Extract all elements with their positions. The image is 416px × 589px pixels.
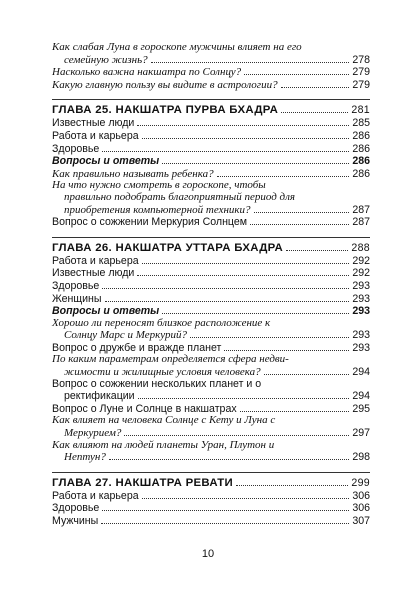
toc-entry[interactable]	[52, 280, 370, 293]
entry-line	[52, 155, 370, 168]
toc-entry[interactable]	[52, 267, 370, 280]
dot-leader	[137, 267, 349, 276]
dot-leader	[101, 515, 349, 524]
entry-page-number: 287	[352, 216, 370, 229]
entry-line	[52, 390, 370, 403]
entry-line	[52, 329, 370, 342]
entry-page-number: 295	[352, 402, 370, 415]
entry-text: семейную жизнь?	[64, 53, 148, 66]
toc-entry[interactable]	[52, 79, 370, 92]
entry-line	[52, 451, 370, 464]
entry-page-number: 306	[352, 502, 370, 515]
entry-page-number: 286	[352, 167, 370, 180]
section-gap	[52, 229, 370, 237]
entry-page-number: 306	[352, 489, 370, 502]
entry-line: правильно подобрать благоприятный период для	[64, 190, 296, 203]
entry-text: Солнцу Марс и Меркурий?	[64, 329, 188, 342]
table-of-contents	[52, 42, 370, 528]
chapter-title: ГЛАВА 25. НАКШАТРА ПУРВА БХАДРА	[52, 104, 279, 117]
entry-page-number: 294	[352, 390, 370, 403]
entry-line	[52, 267, 370, 280]
entry-page-number: 294	[352, 366, 370, 379]
toc-entry[interactable]	[52, 515, 370, 528]
entry-text: Здоровье	[52, 279, 100, 292]
entry-line	[52, 117, 370, 130]
entry-page-number: 307	[352, 515, 370, 527]
chapter-page-number: 299	[351, 476, 370, 489]
dot-leader	[240, 403, 350, 412]
entry-page-number: 286	[352, 129, 370, 142]
section-gap	[52, 464, 370, 472]
entry-page-number: 292	[352, 267, 370, 280]
dot-leader	[142, 130, 350, 139]
entry-text: Здоровье	[52, 502, 100, 515]
dot-leader	[142, 490, 350, 499]
dot-leader	[138, 390, 350, 399]
toc-entry[interactable]	[52, 293, 370, 306]
entry-page-number: 293	[352, 292, 370, 305]
entry-line	[52, 366, 370, 379]
entry-page-number: 293	[352, 279, 370, 292]
dot-leader	[217, 168, 350, 177]
entry-line: Вопрос о сожжении нескольких планет и о	[52, 377, 262, 390]
entry-text: Мужчины	[52, 515, 99, 527]
dot-leader	[224, 342, 349, 351]
dot-leader	[281, 79, 350, 88]
toc-entry[interactable]	[52, 255, 370, 268]
toc-entry[interactable]	[52, 415, 370, 439]
dot-leader	[254, 204, 350, 213]
toc-entry[interactable]	[52, 354, 370, 378]
entry-text: ректификации	[64, 390, 135, 403]
toc-entry[interactable]	[52, 143, 370, 156]
chapter-heading[interactable]	[52, 242, 370, 255]
toc-entry[interactable]	[52, 130, 370, 143]
entry-line: Как слабая Луна в гороскопе мужчины влияет на его	[52, 41, 302, 53]
dot-leader	[102, 143, 349, 152]
entry-text: Меркурием?	[64, 427, 122, 440]
toc-entry[interactable]	[52, 318, 370, 342]
entry-line	[52, 515, 370, 528]
entry-line: Как влияет на человека Солнце с Кету и Луна с	[52, 414, 276, 427]
entry-page-number: 279	[352, 66, 370, 79]
dot-leader	[250, 216, 349, 225]
dot-leader	[190, 329, 349, 338]
entry-line	[52, 305, 370, 318]
entry-line	[52, 293, 370, 306]
toc-entry[interactable]	[52, 502, 370, 515]
entry-text: жимости и жилищные условия человека?	[64, 366, 261, 379]
entry-line	[52, 216, 370, 229]
entry-line	[52, 427, 370, 440]
toc-entry[interactable]	[52, 305, 370, 318]
entry-text: Как правильно называть ребенка?	[52, 167, 214, 180]
toc-entry[interactable]	[52, 42, 370, 66]
entry-page-number: 297	[352, 427, 370, 440]
toc-entry[interactable]	[52, 379, 370, 403]
entry-page-number: 293	[352, 305, 370, 318]
dot-leader	[286, 242, 348, 251]
dot-leader	[162, 305, 349, 314]
dot-leader	[137, 117, 349, 126]
chapter-heading[interactable]	[52, 477, 370, 490]
entry-page-number: 278	[352, 53, 370, 66]
dot-leader	[281, 104, 348, 113]
entry-text: Вопрос о дружбе и вражде планет	[52, 341, 222, 354]
dot-leader	[162, 155, 349, 164]
entry-page-number: 287	[352, 203, 370, 216]
chapter-title: ГЛАВА 27. НАКШАТРА РЕВАТИ	[52, 476, 234, 489]
dot-leader	[142, 255, 350, 264]
toc-entry[interactable]	[52, 216, 370, 229]
entry-text: Вопрос о Луне и Солнце в накшатрах	[52, 402, 237, 415]
entry-text: Вопросы и ответы	[52, 155, 160, 168]
entry-page-number: 286	[352, 155, 370, 168]
entry-text: Известные люди	[52, 117, 135, 130]
entry-line: На что нужно смотреть в гороскопе, чтобы	[52, 179, 266, 192]
entry-text: Женщины	[52, 292, 102, 305]
dot-leader	[102, 502, 349, 511]
entry-text: Какую главную пользу вы видите в астрологии?	[52, 78, 278, 91]
dot-leader	[236, 477, 348, 486]
entry-line	[52, 143, 370, 156]
entry-page-number: 293	[352, 341, 370, 354]
dot-leader	[124, 427, 349, 436]
dot-leader	[105, 293, 350, 302]
entry-line	[52, 204, 370, 217]
entry-line	[52, 502, 370, 515]
entry-text: Работа и карьера	[52, 129, 139, 142]
entry-text: Работа и карьера	[52, 489, 139, 502]
entry-line: Хорошо ли переносят близкое расположение к	[52, 316, 271, 329]
entry-text: Насколько важна накшатра по Солнцу?	[52, 66, 242, 79]
entry-line	[52, 280, 370, 293]
chapter-page-number: 288	[351, 241, 370, 254]
entry-line	[52, 79, 370, 92]
dot-leader	[244, 66, 349, 75]
dot-leader	[264, 366, 350, 375]
dot-leader	[109, 451, 349, 460]
toc-entry[interactable]	[52, 440, 370, 464]
dot-leader	[151, 54, 350, 63]
toc-entry[interactable]	[52, 66, 370, 79]
toc-entry[interactable]	[52, 180, 370, 216]
page-number: 10	[201, 548, 215, 560]
section-gap	[52, 91, 370, 99]
entry-page-number: 286	[352, 142, 370, 155]
entry-text: Вопросы и ответы	[52, 305, 160, 318]
toc-entry[interactable]	[52, 155, 370, 168]
entry-line	[52, 130, 370, 143]
entry-line	[52, 66, 370, 79]
entry-line	[52, 255, 370, 268]
chapter-page-number: 281	[351, 104, 370, 117]
entry-page-number: 292	[352, 254, 370, 267]
entry-page-number: 293	[352, 329, 370, 342]
entry-line: По каким параметрам определяется сфера недви-	[52, 353, 289, 366]
entry-text: Здоровье	[52, 142, 100, 155]
entry-text: Нептун?	[64, 451, 106, 464]
entry-text: Известные люди	[52, 267, 135, 280]
entry-text: Вопрос о сожжении Меркурия Солнцем	[52, 216, 248, 229]
chapter-heading[interactable]	[52, 104, 370, 117]
entry-line: Как влияют на людей планеты Уран, Плутон и	[52, 438, 275, 451]
entry-page-number: 285	[352, 117, 370, 130]
entry-text: приобретения компьютерной техники?	[64, 203, 251, 216]
toc-entry[interactable]	[52, 117, 370, 130]
entry-line	[52, 490, 370, 503]
entry-page-number: 279	[352, 78, 370, 91]
entry-text: Работа и карьера	[52, 254, 139, 267]
chapter-title: ГЛАВА 26. НАКШАТРА УТТАРА БХАДРА	[52, 241, 284, 254]
dot-leader	[102, 280, 349, 289]
toc-entry[interactable]	[52, 490, 370, 503]
entry-page-number: 298	[352, 451, 370, 464]
entry-line	[52, 54, 370, 67]
